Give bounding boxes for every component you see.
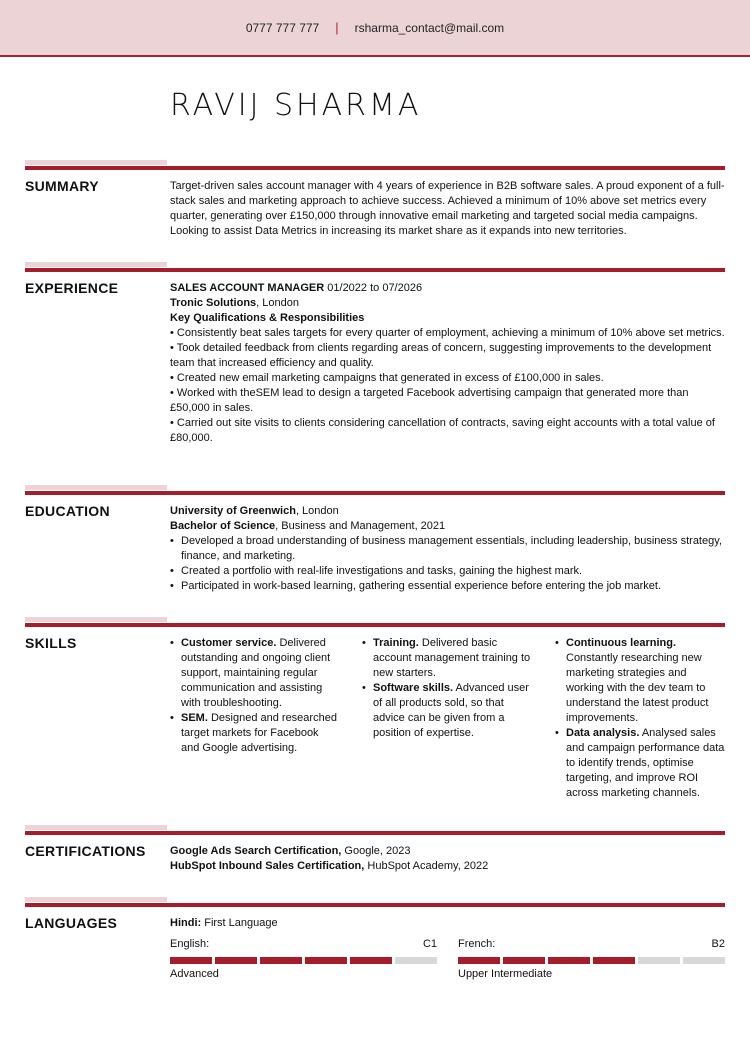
section-rule — [25, 903, 725, 907]
proficiency-segment-filled — [170, 957, 212, 964]
proficiency-segment-filled — [458, 957, 500, 964]
experience-bullet: • Carried out site visits to clients considering cancellation of contracts, saving eight accounts with a total value of £80,000. — [170, 417, 715, 444]
language-english — [170, 937, 437, 982]
degree-line — [170, 519, 726, 534]
skill-name: Data analysis. — [566, 727, 640, 739]
section-rule-accent — [25, 897, 167, 902]
skills-columns — [170, 636, 726, 801]
section-rule-accent — [25, 485, 167, 490]
language-french — [458, 937, 725, 982]
language-code: C1 — [422, 938, 437, 950]
skill-item — [170, 711, 339, 756]
skill-description: Constantly researching new marketing strategies and working with the dev team to understand the latest product improvements. — [566, 652, 709, 724]
skills-column — [351, 636, 544, 801]
experience-bullet: • Consistently beat sales targets for every quarter of employment, achieving a minimum of 10% above set metrics. — [170, 327, 725, 339]
native-language — [170, 916, 725, 931]
section-rule-accent — [25, 825, 167, 830]
proficiency-segment-empty — [395, 957, 437, 964]
company-name: Tronic Solutions — [170, 297, 257, 309]
section-rule — [25, 831, 725, 835]
company-location: , London — [256, 297, 299, 309]
proficiency-segment-filled — [593, 957, 635, 964]
section-rule — [25, 491, 725, 495]
skill-name: Continuous learning. — [566, 637, 676, 649]
degree-name: Bachelor of Science — [170, 520, 276, 532]
section-rule-accent — [25, 617, 167, 622]
degree-detail: , Business and Management, 2021 — [275, 520, 446, 532]
email-address: rsharma_contact@mail.com — [354, 20, 505, 35]
proficiency-segment-filled — [548, 957, 590, 964]
language-code: B2 — [711, 938, 725, 950]
education-bullet: • Participated in work-based learning, gathering essential experience before entering the job market. — [170, 579, 726, 594]
certification-item — [170, 844, 726, 859]
proficiency-segment-filled — [260, 957, 302, 964]
certifications-heading: CERTIFICATIONS — [25, 843, 146, 859]
school-name: University of Greenwich — [170, 505, 296, 517]
skills-heading: SKILLS — [25, 635, 77, 651]
education-heading: EDUCATION — [25, 503, 110, 519]
skill-name: Customer service. — [181, 637, 277, 649]
certification-item — [170, 859, 726, 874]
skills-column — [544, 636, 726, 801]
language-level: Advanced — [170, 968, 219, 980]
section-rule-accent — [25, 262, 167, 267]
proficiency-segment-filled — [503, 957, 545, 964]
skill-item — [362, 681, 532, 741]
skill-name: Software skills. — [373, 682, 454, 694]
language-levels — [170, 937, 725, 982]
job-line — [170, 281, 726, 296]
language-name: English: — [170, 938, 210, 950]
proficiency-bar — [170, 957, 437, 964]
skill-description: Analysed sales and campaign performance data to identify trends, optimise targeting, and improve ROI across marketing channels. — [566, 727, 725, 799]
section-rule — [25, 623, 725, 627]
skill-description: Delivered outstanding and ongoing client support, maintaining regular communication and assisting with troubleshooting. — [181, 637, 331, 709]
skills-column — [170, 636, 351, 801]
job-dates: 01/2022 to 07/2026 — [324, 282, 423, 294]
skill-description: Advanced user of all products sold, so that advice can be given from a position of expertise. — [373, 682, 529, 739]
contact-bar — [0, 0, 750, 57]
skill-description: Designed and researched target markets for Facebook and Google advertising. — [181, 712, 337, 754]
experience-bullet: • Worked with theSEM lead to design a targeted Facebook advertising campaign that generated more than £50,000 in sales. — [170, 387, 689, 414]
certifications-content — [170, 844, 726, 874]
proficiency-segment-empty — [683, 957, 725, 964]
section-rule — [25, 268, 725, 272]
experience-bullet: • Took detailed feedback from clients regarding areas of concern, suggesting improvements to the development team that increased efficiency and quality. — [170, 342, 712, 369]
language-name: French: — [458, 938, 496, 950]
proficiency-segment-filled — [305, 957, 347, 964]
education-bullet: • Developed a broad understanding of business management essentials, including leadership, business strategy, finance, and marketing. — [170, 534, 726, 564]
contact-separator: | — [335, 20, 339, 35]
job-title: SALES ACCOUNT MANAGER — [170, 282, 325, 294]
proficiency-bar — [458, 957, 725, 964]
skill-item — [555, 726, 726, 801]
candidate-name: RAVIJ SHARMA — [170, 88, 422, 123]
skills-content — [170, 636, 726, 801]
experience-heading: EXPERIENCE — [25, 280, 119, 296]
experience-content — [170, 281, 726, 446]
proficiency-segment-filled — [350, 957, 392, 964]
proficiency-segment-filled — [215, 957, 257, 964]
education-content — [170, 504, 726, 594]
languages-heading: LANGUAGES — [25, 915, 118, 931]
native-language-level: First Language — [201, 917, 278, 929]
school-location: , London — [295, 505, 339, 517]
section-rule-accent — [25, 160, 167, 165]
language-level: Upper Intermediate — [458, 968, 553, 980]
section-rule — [25, 166, 725, 170]
phone-number: 0777 777 777 — [245, 20, 320, 35]
native-language-name: Hindi: — [170, 917, 202, 929]
languages-content — [170, 916, 725, 982]
certification-name: Google Ads Search Certification, — [170, 845, 342, 857]
certification-detail: Google, 2023 — [341, 845, 411, 857]
responsibilities-subheading: Key Qualifications & Responsibilities — [170, 312, 365, 324]
skill-item — [555, 636, 726, 726]
proficiency-segment-empty — [638, 957, 680, 964]
certification-detail: HubSpot Academy, 2022 — [364, 860, 489, 872]
skill-item — [170, 636, 339, 711]
skill-name: Training. — [373, 637, 419, 649]
certification-name: HubSpot Inbound Sales Certification, — [170, 860, 365, 872]
education-bullet: • Created a portfolio with real-life investigations and tasks, gaining the highest mark. — [170, 564, 726, 579]
company-line — [170, 296, 726, 311]
summary-heading: SUMMARY — [25, 178, 99, 194]
experience-bullet: • Created new email marketing campaigns that generated in excess of £100,000 in sales. — [170, 372, 604, 384]
school-line — [170, 504, 726, 519]
summary-text: Target-driven sales account manager with 4 years of experience in B2B software sales. A proud exponent of a full-stack sales and marketing approach to achieve success. Achieved a minimum of 10% above set metrics every quarter, generating over £150,000 through innovative email marketing and targeted social media campaigns. Looking to assist Data Metrics in increasing its market share as it expands into new territories. — [170, 180, 725, 237]
skill-name: SEM. — [181, 712, 208, 724]
skill-description: Delivered basic account management training to new starters. — [373, 637, 531, 679]
skill-item — [362, 636, 532, 681]
